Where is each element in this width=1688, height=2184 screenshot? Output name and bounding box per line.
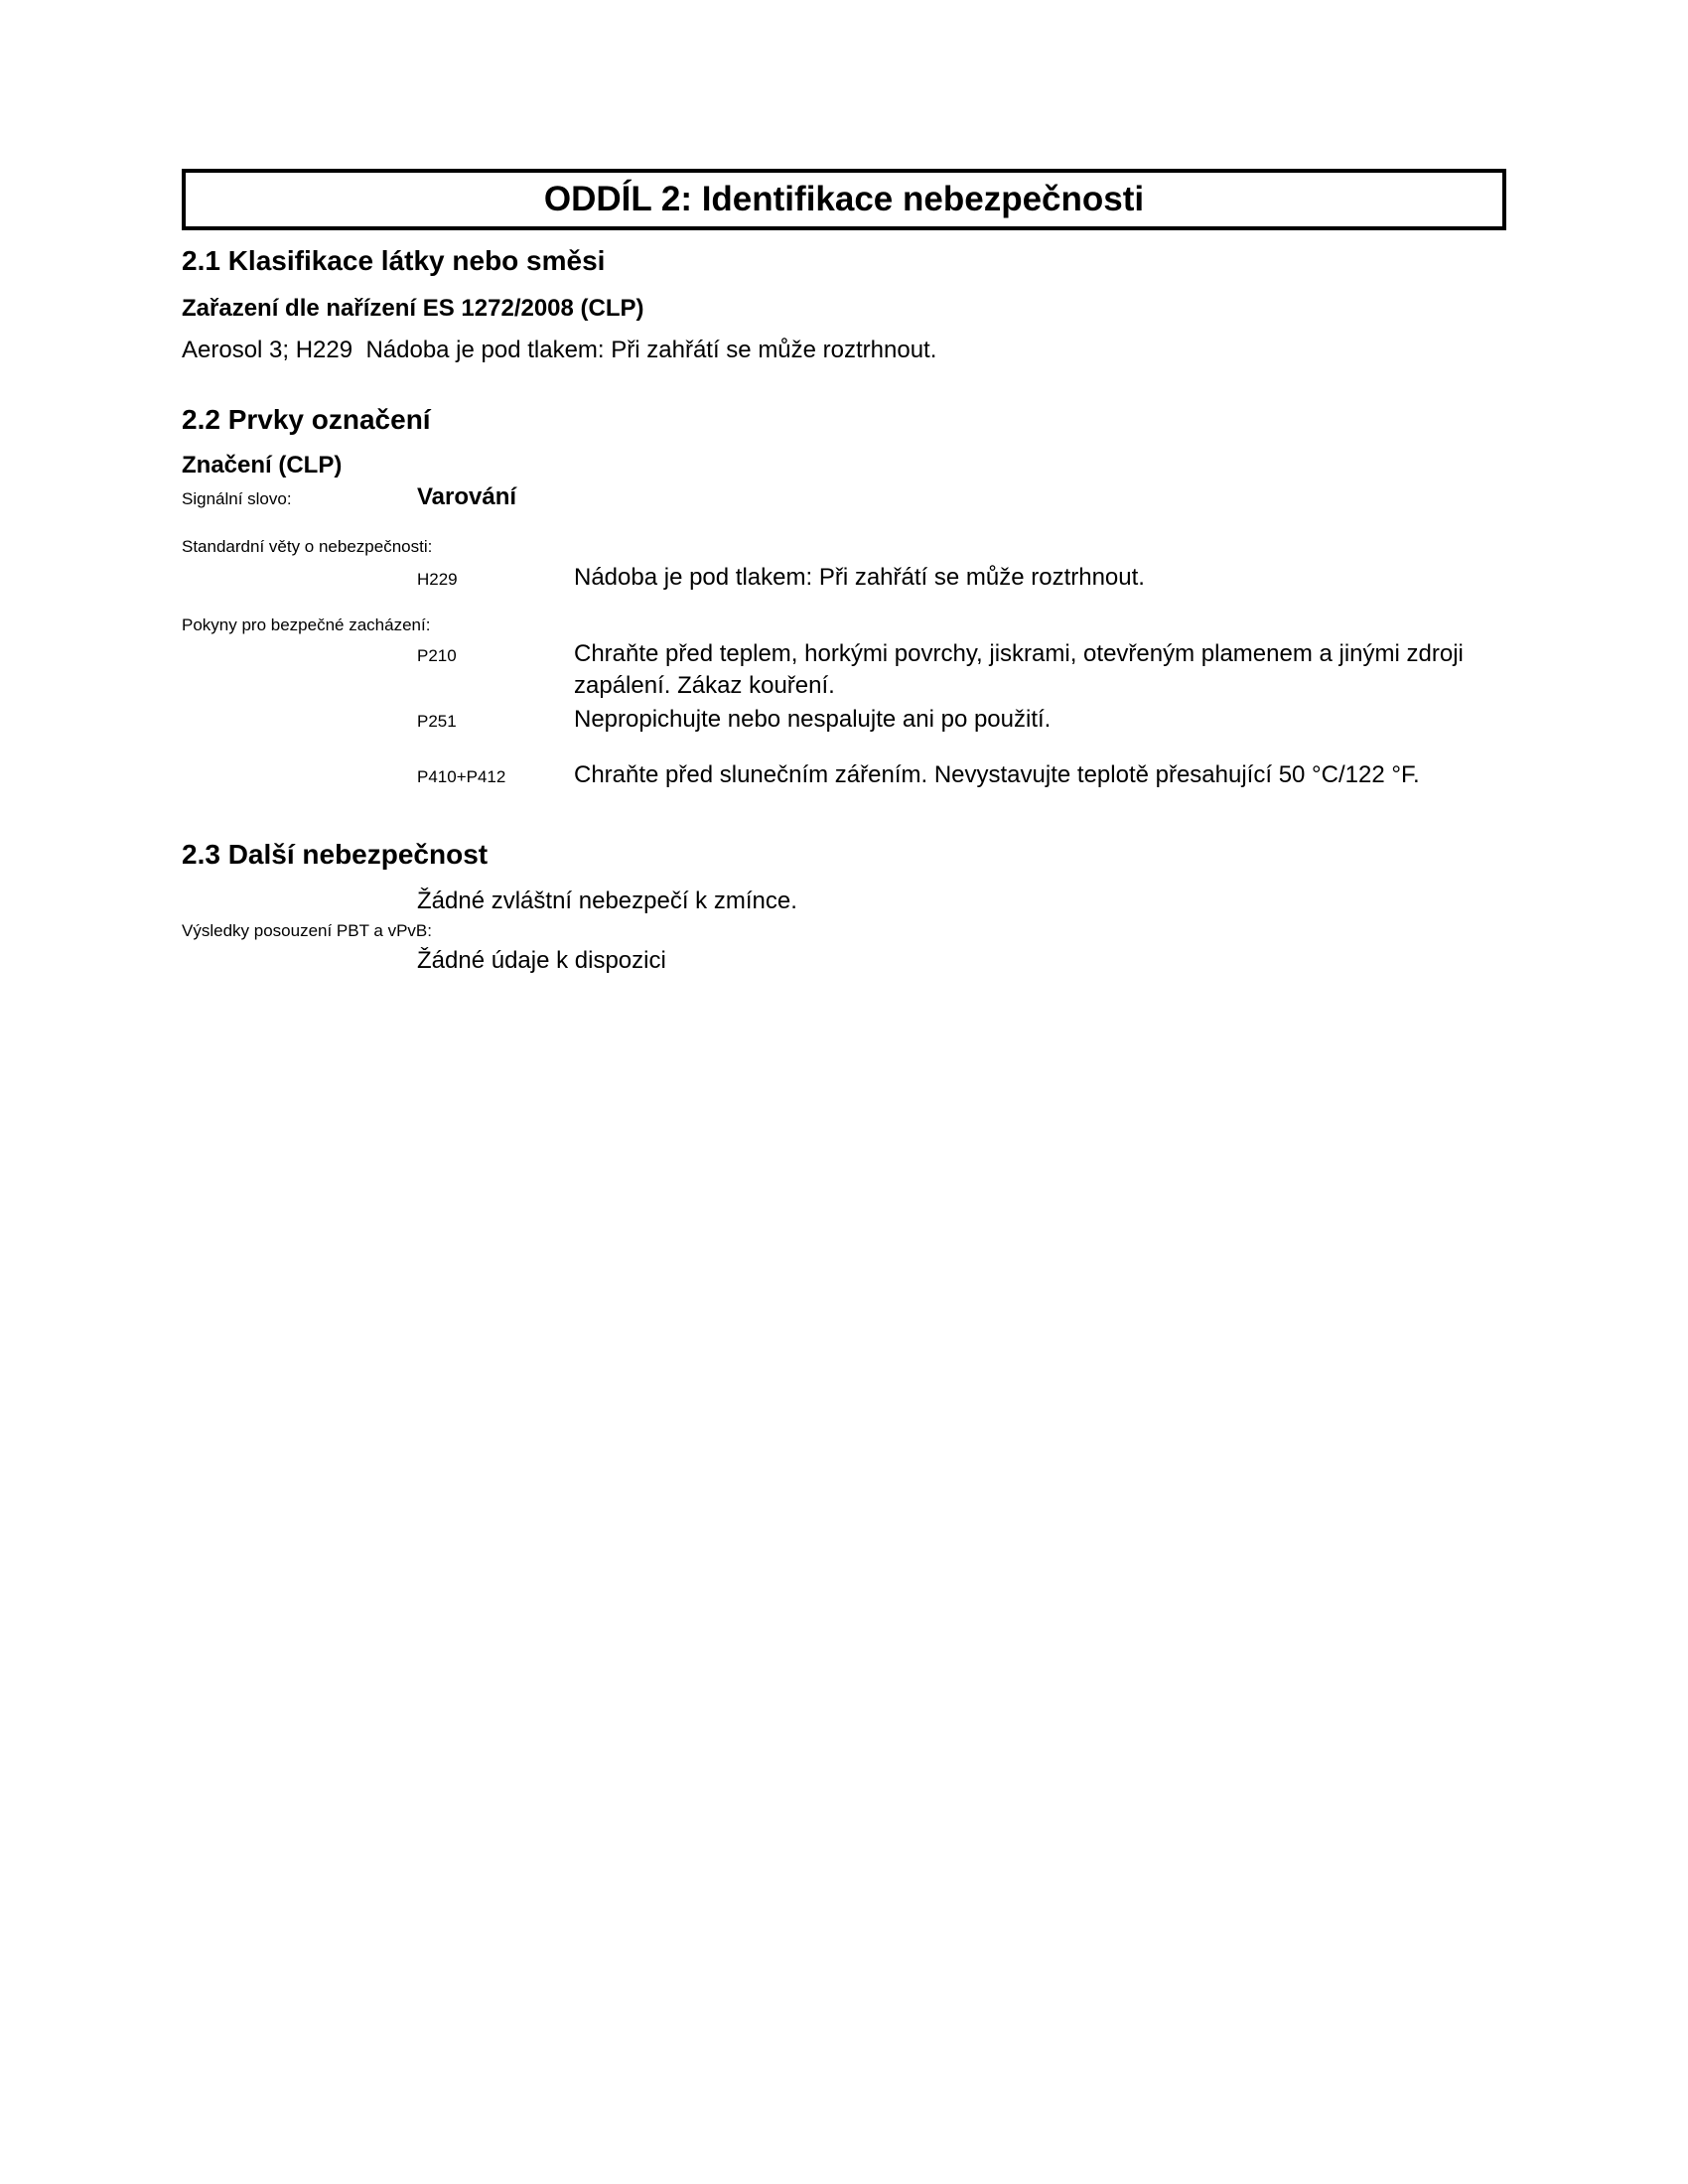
- heading-classification: 2.1 Klasifikace látky nebo směsi: [182, 245, 606, 276]
- precautionary-statement-code: P251: [417, 712, 457, 731]
- heading-other-hazards: 2.3 Další nebezpečnost: [182, 839, 489, 870]
- subheading-labeling-clp: Značení (CLP): [182, 452, 343, 478]
- hazard-statements-label: Standardní věty o nebezpečnosti:: [182, 537, 433, 556]
- precautionary-statement-row: [417, 638, 1506, 702]
- precautionary-statement-text: Chraňte před slunečním zářením. Nevystavujte teplotě přesahující 50 °C/122 °F.: [574, 761, 1420, 788]
- precautionary-statement-text: Chraňte před teplem, horkými povrchy, jiskrami, otevřeným plamenem a jinými zdroji zapálení. Zákaz kouření.: [574, 640, 1464, 699]
- hazard-statement-code: H229: [417, 570, 458, 589]
- page-content: [0, 169, 1688, 976]
- pbt-assessment-result: Žádné údaje k dispozici: [417, 947, 666, 974]
- precautionary-statement-row: [417, 759, 1506, 793]
- classification-text: Aerosol 3; H229 Nádoba je pod tlakem: Při zahřátí se může roztrhnout.: [182, 337, 937, 363]
- precautionary-statement-text: Nepropichujte nebo nespalujte ani po použití.: [574, 706, 1052, 733]
- subheading-clp-regulation: Zařazení dle nařízení ES 1272/2008 (CLP): [182, 295, 644, 322]
- other-hazards-text: Žádné zvláštní nebezpečí k zmínce.: [417, 887, 797, 914]
- signal-word-row: [182, 482, 1506, 514]
- hazard-statement-text: Nádoba je pod tlakem: Při zahřátí se může roztrhnout.: [574, 564, 1145, 591]
- pbt-assessment-label: Výsledky posouzení PBT a vPvB:: [182, 921, 432, 940]
- signal-word-label: Signální slovo:: [182, 489, 292, 508]
- precautionary-statement-row: [417, 704, 1506, 738]
- precautionary-statements-label: Pokyny pro bezpečné zacházení:: [182, 615, 431, 634]
- section-title-box: [182, 169, 1506, 230]
- heading-label-elements: 2.2 Prvky označení: [182, 404, 431, 435]
- section-title: ODDÍL 2: Identifikace nebezpečnosti: [543, 180, 1145, 218]
- signal-word-value: Varování: [417, 483, 517, 510]
- hazard-statement-row: [417, 562, 1506, 596]
- precautionary-statement-code: P210: [417, 646, 457, 665]
- precautionary-statement-code: P410+P412: [417, 767, 506, 786]
